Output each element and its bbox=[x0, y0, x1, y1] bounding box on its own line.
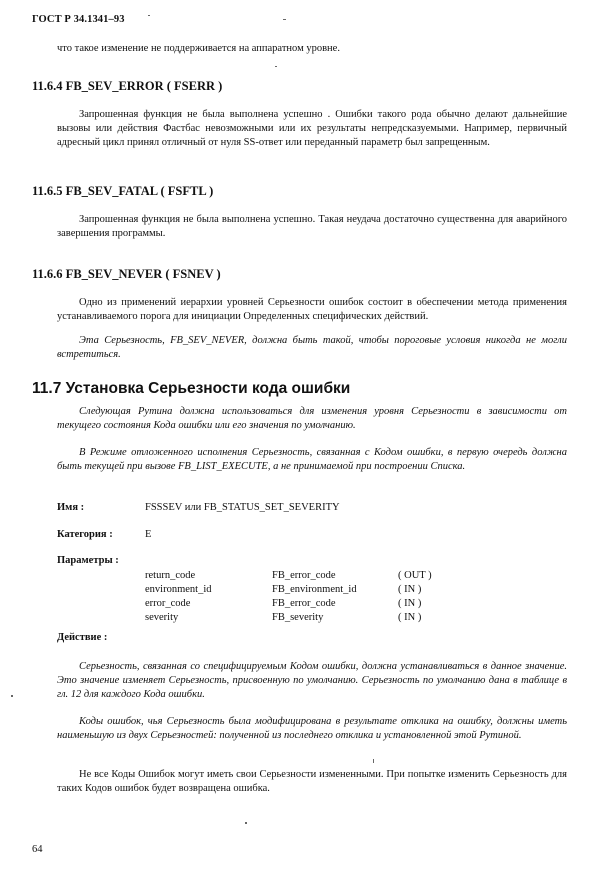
action-label: Действие : bbox=[57, 632, 108, 643]
category-label: Категория : bbox=[57, 529, 113, 540]
section-11-6-6-note: Эта Серьезность, FB_SEV_NEVER, должна быть такой, чтобы пороговые условия никогда не могли встретиться. bbox=[57, 335, 567, 360]
param-name: error_code bbox=[145, 598, 191, 609]
page-number: 64 bbox=[32, 844, 43, 855]
intro-paragraph: что такое изменение не поддерживается на аппаратном уровне. bbox=[57, 43, 340, 54]
running-header: ГОСТ Р 34.1341–93 bbox=[32, 14, 125, 25]
scan-speck bbox=[283, 19, 286, 20]
scan-speck bbox=[275, 66, 277, 67]
section-11-6-4-text: Запрошенная функция не была выполнена успешно . Ошибки такого рода обычно делают дальнейшие вызовы или действия Фастбас невозможными или их результаты непредсказуемыми. Например, первичный адресный цикл принял отличный от нуля SS-ответ или переданный параметр был запрещенным. bbox=[57, 109, 567, 148]
name-value: FSSSEV или FB_STATUS_SET_SEVERITY bbox=[145, 502, 340, 513]
param-direction: ( IN ) bbox=[398, 584, 422, 595]
section-11-6-5-text: Запрошенная функция не была выполнена успешно. Такая неудача достаточно существенна для аварийного завершения программы. bbox=[57, 214, 567, 239]
param-direction: ( IN ) bbox=[398, 598, 422, 609]
scan-speck bbox=[245, 822, 247, 824]
action-para-2: Коды ошибок, чья Серьезность была модифицирована в результате отклика на ошибку, должны иметь наименьшую из двух Серьезностей: полученной из последнего отклика и установленной этой Рутиной. bbox=[57, 716, 567, 741]
param-row bbox=[145, 583, 445, 597]
scan-speck bbox=[373, 759, 374, 763]
section-heading-11-7: 11.7 Установка Серьезности кода ошибки bbox=[32, 380, 351, 397]
param-name: environment_id bbox=[145, 584, 212, 595]
param-name: return_code bbox=[145, 570, 196, 581]
name-label: Имя : bbox=[57, 502, 85, 513]
category-value: E bbox=[145, 529, 152, 540]
param-row bbox=[145, 569, 445, 583]
param-row bbox=[145, 597, 445, 611]
scan-speck bbox=[11, 695, 13, 697]
action-para-1: Серьезность, связанная со специфицируемым Кодом ошибки, должна устанавливаться в данное значение. Это значение изменяет Серьезность, присвоенную по умолчанию. Серьезность по умолчанию дана в таблице в гл. 12 для каждого Кода ошибки. bbox=[57, 661, 567, 700]
param-name: severity bbox=[145, 612, 179, 623]
section-11-6-6-text: Одно из применений иерархии уровней Серьезности ошибок состоит в обеспечении метода применения устанавливаемого порога для инициации Определенных специфических действий. bbox=[57, 297, 567, 322]
param-direction: ( IN ) bbox=[398, 612, 422, 623]
param-row bbox=[145, 611, 445, 625]
action-para-3: Не все Коды Ошибок могут иметь свои Серьезности измененными. При попытке изменить Серьезность для таких Кодов ошибок будет возвращена ошибка. bbox=[57, 769, 567, 794]
section-heading-11-6-5: 11.6.5 FB_SEV_FATAL ( FSFTL ) bbox=[32, 184, 214, 198]
param-type: FB_error_code bbox=[272, 598, 336, 609]
params-table bbox=[145, 569, 445, 625]
scan-speck bbox=[148, 15, 150, 16]
section-11-7-para-2: В Режиме отложенного исполнения Серьезность, связанная с Кодом ошибки, в первую очередь должна быть текущей при вызове FB_LIST_EXECUTE, а не принимаемой при построении Списка. bbox=[57, 447, 567, 472]
param-type: FB_severity bbox=[272, 612, 324, 623]
section-heading-11-6-6: 11.6.6 FB_SEV_NEVER ( FSNEV ) bbox=[32, 267, 221, 281]
param-direction: ( OUT ) bbox=[398, 570, 432, 581]
params-label: Параметры : bbox=[57, 555, 119, 566]
section-11-7-para-1: Следующая Рутина должна использоваться для изменения уровня Серьезности в зависимости от текущего состояния Кода ошибки или его значения по умолчанию. bbox=[57, 406, 567, 431]
param-type: FB_environment_id bbox=[272, 584, 357, 595]
section-heading-11-6-4: 11.6.4 FB_SEV_ERROR ( FSERR ) bbox=[32, 79, 223, 93]
param-type: FB_error_code bbox=[272, 570, 336, 581]
